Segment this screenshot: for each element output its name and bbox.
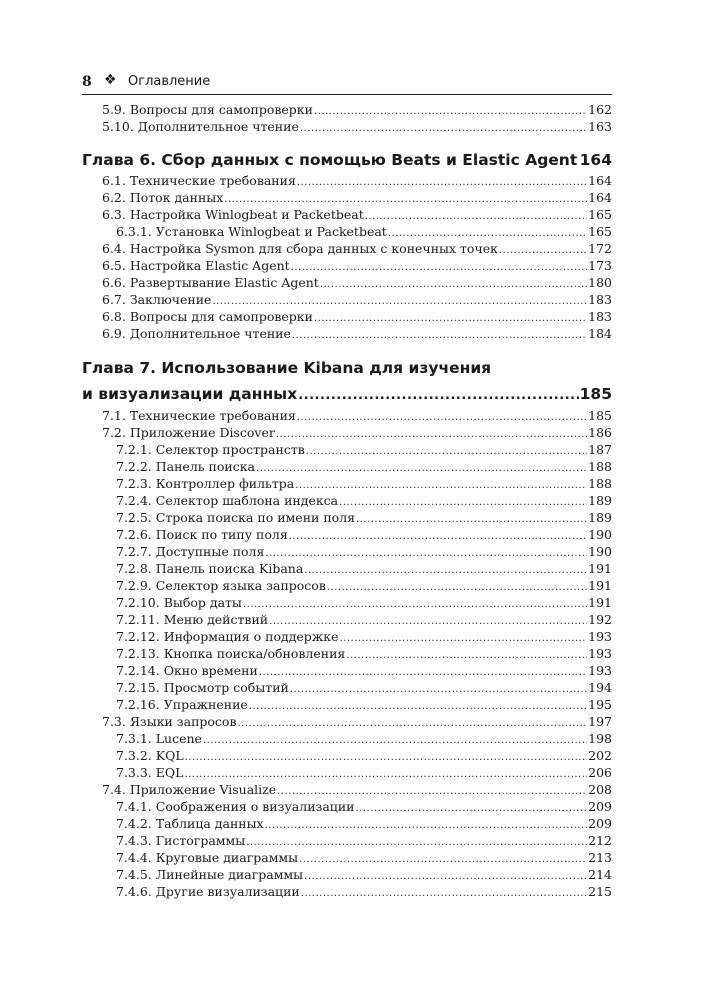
toc-entry[interactable]: 7.2.11. Меню действий ..... 192 [82,611,612,628]
toc-entry[interactable]: 7.2.9. Селектор языка запросов ..... 191 [82,577,612,594]
section-title: Оглавление [128,74,211,89]
toc-entry[interactable]: 7.3. Языки запросов ..... 197 [82,713,612,730]
toc-entry[interactable]: 7.4. Приложение Visualize ..... 208 [82,781,612,798]
toc-entry[interactable]: 7.2.2. Панель поиска ..... 188 [82,458,612,475]
toc-entry[interactable]: 6.9. Дополнительное чтение ..... 184 [82,325,612,342]
toc-entry[interactable]: 6.4. Настройка Sysmon для сбора данных с конечных точек ..... 172 [82,240,612,257]
toc-entry[interactable]: 7.2.8. Панель поиска Kibana ..... 191 [82,560,612,577]
toc-entry[interactable]: 7.4.3. Гистограммы ..... 212 [82,832,612,849]
toc-entry[interactable]: 7.4.6. Другие визуализации ..... 215 [82,883,612,900]
toc-entry[interactable]: 7.4.4. Круговые диаграммы ..... 213 [82,849,612,866]
toc-entry[interactable]: 7.2.12. Информация о поддержке ..... 193 [82,628,612,645]
toc-entry[interactable]: 6.3.1. Установка Winlogbeat и Packetbeat ..... 165 [82,223,612,240]
toc-entry[interactable]: 6.8. Вопросы для самопроверки ..... 183 [82,308,612,325]
toc-entry[interactable]: 6.2. Поток данных ..... 164 [82,189,612,206]
toc-entry[interactable]: 7.3.1. Lucene ..... 198 [82,730,612,747]
toc-entry[interactable]: 7.4.2. Таблица данных ..... 209 [82,815,612,832]
toc-entry[interactable]: 7.2.15. Просмотр событий ..... 194 [82,679,612,696]
toc-entry[interactable]: 7.2.14. Окно времени ..... 193 [82,662,612,679]
toc-entry[interactable]: 7.4.1. Соображения о визуализации ..... 209 [82,798,612,815]
toc-entry[interactable]: 7.2.16. Упражнение ..... 195 [82,696,612,713]
toc-entry[interactable]: 7.2.3. Контроллер фильтра ..... 188 [82,475,612,492]
toc-entry[interactable]: 6.5. Настройка Elastic Agent ..... 173 [82,257,612,274]
toc-entry[interactable]: 7.2.7. Доступные поля ..... 190 [82,543,612,560]
toc-entry[interactable]: 7.2.5. Строка поиска по имени поля ..... 189 [82,509,612,526]
table-of-contents [82,101,612,900]
toc-entry[interactable]: 6.3. Настройка Winlogbeat и Packetbeat ..... 165 [82,206,612,223]
page-number: 8 [82,74,92,90]
toc-entry[interactable]: 7.2.13. Кнопка поиска/обновления ..... 193 [82,645,612,662]
toc-entry[interactable]: 6.1. Технические требования ..... 164 [82,172,612,189]
toc-entry[interactable]: 5.10. Дополнительное чтение ..... 163 [82,118,612,135]
toc-entry[interactable]: 7.2.4. Селектор шаблона индекса ..... 189 [82,492,612,509]
toc-entry[interactable]: 5.9. Вопросы для самопроверки ..... 162 [82,101,612,118]
toc-entry[interactable]: 7.4.5. Линейные диаграммы ..... 214 [82,866,612,883]
toc-entry[interactable]: 7.2.1. Селектор пространств ..... 187 [82,441,612,458]
ornament-icon: ❖ [104,72,117,88]
toc-entry[interactable]: 7.3.3. EQL ..... 206 [82,764,612,781]
chapter-heading[interactable]: и визуализации данных ..... 185 [82,381,612,407]
chapter-heading-line1[interactable]: Глава 7. Использование Kibana для изучения [82,359,492,377]
toc-entry[interactable]: 7.3.2. KQL ..... 202 [82,747,612,764]
chapter-heading[interactable]: Глава 6. Сбор данных с помощью Beats и Elastic Agent ..... 164 [82,148,612,172]
toc-entry[interactable]: 6.6. Развертывание Elastic Agent ..... 180 [82,274,612,291]
toc-entry[interactable]: 6.7. Заключение ..... 183 [82,291,612,308]
toc-entry[interactable]: 7.2.6. Поиск по типу поля ..... 190 [82,526,612,543]
toc-entry[interactable]: 7.1. Технические требования ..... 185 [82,407,612,424]
running-header [82,68,612,95]
toc-entry[interactable]: 7.2.10. Выбор даты ..... 191 [82,594,612,611]
toc-entry[interactable]: 7.2. Приложение Discover ..... 186 [82,424,612,441]
